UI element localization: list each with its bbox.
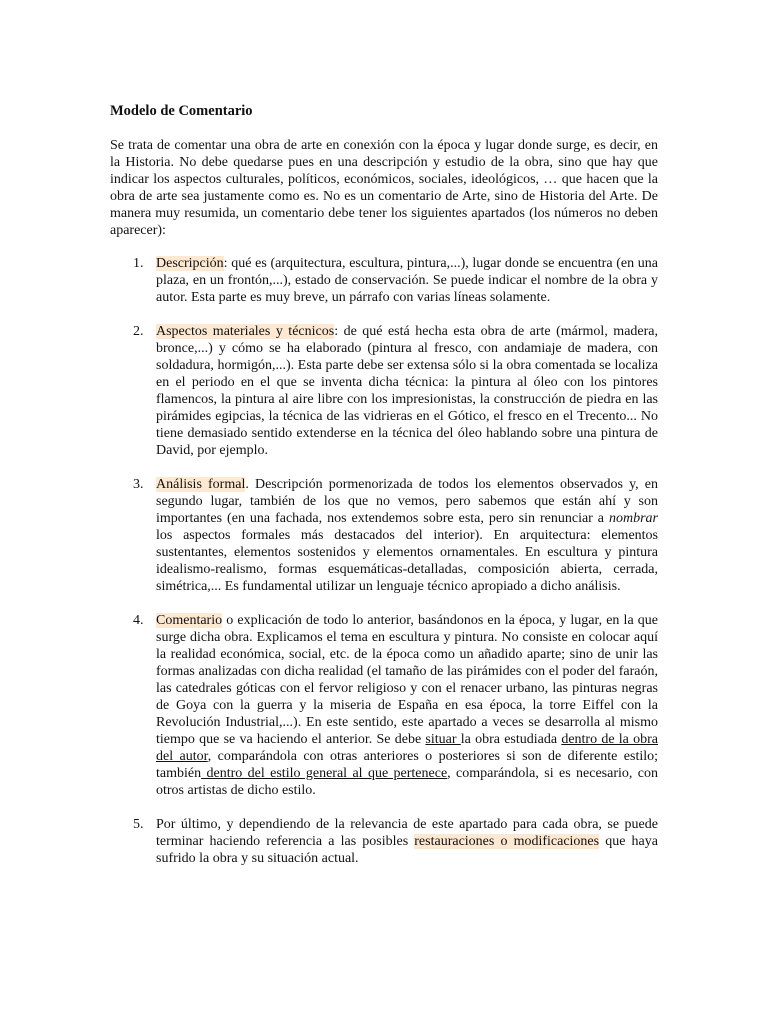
highlighted-heading: restauraciones o modificaciones: [414, 834, 600, 849]
item-text: los aspectos formales más destacados del interior). En arquitectura: elementos sustentantes, elementos sostenidos y elementos ornamentales. En escultura y pintura idealismo-realismo, formas esquemáticas-detalladas, composición abierta, cerrada, simétrica,... Es fundamental utilizar un lenguaje técnico apropiado a dicho análisis.: [156, 528, 658, 594]
item-number: 2.: [133, 324, 144, 339]
list-item: [110, 816, 658, 867]
item-number: 3.: [133, 477, 144, 492]
item-text: : qué es (arquitectura, escultura, pintura,...), lugar donde se encuentra (en una plaza, en un frontón,...), estado de conservación. Se puede indicar el nombre de la obra y autor. Esta parte es muy breve, un párrafo con varias líneas solamente.: [156, 256, 658, 305]
highlighted-heading: Aspectos materiales y técnicos: [156, 324, 335, 339]
item-text: Por último, y dependiendo de la relevancia de este apartado para cada obra, se puede terminar haciendo referencia a las posibles: [156, 817, 658, 849]
sections-list: [110, 255, 658, 867]
document-title: Modelo de Comentario: [110, 103, 253, 119]
item-text: : de qué está hecha esta obra de arte (mármol, madera, bronce,...) y cómo se ha elaborado (pintura al fresco, con andamiaje de madera, con soldadura, hormigón,...). Esta parte debe ser extensa sólo si la obra comentada se localiza en el periodo en el que se inventa dicha técnica: la pintura al óleo con los pintores flamencos, la pintura al aire libre con los impresionistas, la construcción de piedra en las pirámides egipcias, la técnica de las vidrieras en el Gótico, el fresco en el Trecento... No tiene demasiado sentido extenderse en la técnica del óleo hablando sobre una pintura de David, por ejemplo.: [156, 324, 659, 458]
item-text: que haya sufrido la obra y su situación actual.: [156, 834, 658, 866]
underlined-text: dentro del estilo general al que pertenece: [201, 766, 448, 781]
italic-word: nombrar: [608, 511, 658, 526]
item-text: , comparándola, si es necesario, con otros artistas de dicho estilo.: [156, 766, 658, 798]
item-number: 5.: [133, 817, 144, 832]
highlighted-heading: Análisis formal: [156, 477, 246, 492]
highlighted-heading: Descripción: [156, 256, 224, 271]
item-number: 4.: [133, 613, 144, 628]
highlighted-heading: Comentario: [156, 613, 223, 628]
item-text: o explicación de todo lo anterior, basándonos en la época, y lugar, en la que surge dicha obra. Explicamos el tema en escultura y pintura. No consiste en colocar aquí la realidad económica, social, etc. de la época como un añadido aparte; sino de unir las formas analizadas con dicha realidad (el tamaño de las pirámides con el poder del faraón, las catedrales góticas con el fervor religioso y con el renacer urbano, las pinturas negras de Goya con la guerra y la miseria de España en esa época, la torre Eiffel con la Revolución Industrial,...). En este sentido, este apartado a veces se desarrolla al mismo tiempo que se va haciendo el anterior. Se debe: [156, 613, 658, 747]
intro-paragraph: Se trata de comentar una obra de arte en conexión con la época y lugar donde surge, es decir, en la Historia. No debe quedarse pues en una descripción y estudio de la obra, sino que hay que indicar los aspectos culturales, políticos, económicos, sociales, ideológicos, … que hacen que la obra de arte sea justamente como es. No es un comentario de Arte, sino de Historia del Arte. De manera muy resumida, un comentario debe tener los siguientes apartados (los números no deben aparecer):: [110, 138, 658, 238]
list-item: [110, 323, 658, 459]
item-number: 1.: [133, 256, 144, 271]
item-text: la obra estudiada: [460, 732, 562, 747]
list-item: [110, 255, 658, 306]
list-item: [110, 476, 658, 595]
item-text: , comparándola con otras anteriores o posteriores si son de diferente estilo; también: [156, 749, 658, 781]
list-item: [110, 612, 658, 799]
underlined-text: situar: [425, 732, 461, 747]
item-text: . Descripción pormenorizada de todos los elementos observados y, en segundo lugar, también de los que no vemos, pero sabemos que están ahí y son importantes (en una fachada, nos extendemos sobre esta, pero sin renunciar a: [156, 477, 658, 526]
underlined-text: dentro de la obra del autor: [156, 732, 658, 764]
